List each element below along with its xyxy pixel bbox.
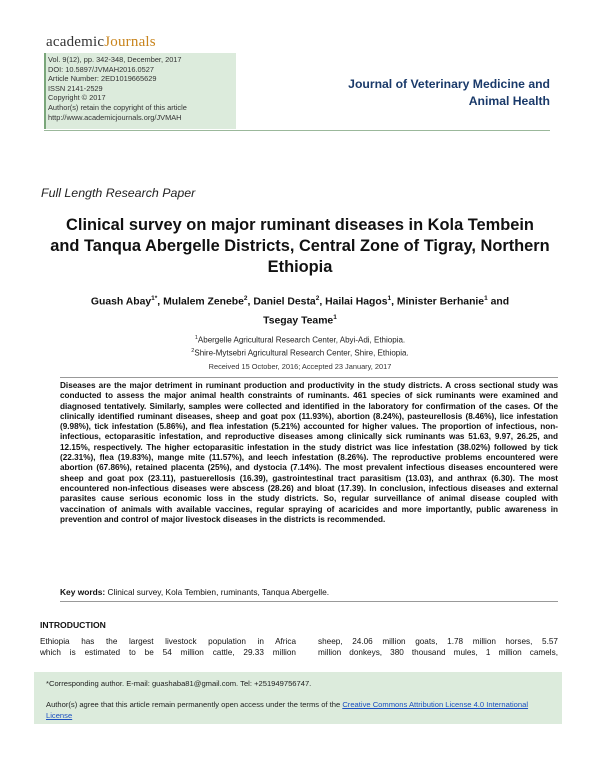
author-name: Daniel Desta (253, 296, 316, 308)
received-dates: Received 15 October, 2016; Accepted 23 January, 2017 (208, 362, 392, 371)
meta-copyright: Copyright © 2017 (48, 93, 106, 103)
author-name: Minister Berhanie (396, 296, 485, 308)
body-line: million donkeys, 380 thousand mules, 1 million camels, (318, 648, 558, 657)
affiliation-2: $^2$Shire-Mytsebri Agricultural Research Center, Shire, Ethiopia. (191, 348, 409, 358)
keywords (60, 587, 329, 597)
author-name: Tsegay Teame (263, 315, 334, 327)
introduction-heading: INTRODUCTION (40, 620, 106, 630)
meta-issn: ISSN 2141-2529 (48, 83, 103, 93)
corresponding-author: *Corresponding author. E-mail: guashaba81@gmail.com. Tel: +251949756747. (46, 679, 312, 688)
meta-doi: DOI: 10.5897/JVMAH2016.0527 (48, 64, 154, 74)
author-sup: 1 (484, 295, 488, 302)
affiliations (100, 333, 500, 360)
body-line: Ethiopia has the largest livestock population in Africa (40, 637, 296, 646)
abstract-top-rule (60, 377, 558, 378)
keywords-text: Clinical survey, Kola Tembien, ruminants, Tanqua Abergelle. (107, 587, 330, 597)
meta-rights: Author(s) retain the copyright of this article (48, 102, 187, 112)
author-sup: 1 (387, 295, 392, 302)
meta-volume: Vol. 9(12), pp. 342-348, December, 2017 (48, 55, 182, 64)
abstract: Diseases are the major detriment in ruminant production and productivity in the study districts. A cross sectional study was conducted to assess the major animal health constraints of ruminants. 461 species of sick ruminants were examined and diagnosed tentatively. Similarly, samples were collected and identified in the laboratory for confirmation of the cases. Of the clinically identified ruminant diseases, sheep and goat pox (11.93%), abortion (8.24%), pasteurellosis (8.46%), lice infestation (9.98%), tick infestation (5.86%), and flea infestation (5.21%) accounted for higher values. The proportion of infectious, non-infectious, ectoparasitic infestation, and reproductive diseases among clinically sick ruminants was 51.63, 9.97, 26.25, and 12.15%, respectively. The higher ectoparasitic infestation in the study district was lice infestation (38.02%) followed by tick (22.31%), flea (19.83%), mange mite (11.57%), and leech infestation (8.26%). The reproductive problems encountered were abortion (67.86%), retained placenta (25%), and dystocia (7.14%). The most prevalent infectious diseases encountered were sheep and goat pox (23.11), pastuerellosis (16.39), gastrointestinal tract parasitism (13.03), and anthrax (6.30). The most encountered non-infectious diseases were abscess (28.26) and bloat (17.39). In conclusion, infectious diseases and external parasites cause serious economic loss in the study districts. So, regular surveillance of animal disease coupled with vaccination of animals with available vaccines, regular spraying of acaricides and more importantly, public awareness in prevention and control of major livestock diseases in the districts is recommended. (60, 381, 558, 524)
author-name: Mulalem Zenebe (163, 296, 244, 308)
abstract-bottom-rule (60, 601, 558, 602)
publisher-logo (46, 34, 156, 51)
body-column-left (40, 636, 296, 658)
meta-article-number: Article Number: 2ED1019665629 (48, 74, 157, 84)
affiliation-1: $^1$Abergelle Agricultural Research Center, Abyi-Adi, Ethiopia. (194, 335, 406, 345)
author-name: Guash Abay (90, 296, 152, 308)
journal-title (330, 76, 550, 110)
author-sup: 2 (243, 295, 248, 302)
body-column-right (318, 636, 558, 658)
logo-journals: Journals (104, 34, 156, 50)
author-sup: 2 (315, 295, 320, 302)
journal-title-line2: Animal Health (468, 94, 550, 108)
journal-title-line1: Journal of Veterinary Medicine and (348, 77, 550, 91)
author-sup: 1 (333, 314, 337, 322)
license-notice: Author(s) agree that this article remain permanently open access under the terms of the Creative Commons Attribution License 4.0 International License (46, 700, 529, 720)
author-sup: 1* (151, 295, 158, 302)
logo-academic: academic (46, 34, 105, 50)
meta-url[interactable]: http://www.academicjournals.org/JVMAH (48, 112, 182, 122)
keywords-label: Key words: (60, 587, 106, 597)
body-line: sheep, 24.06 million goats, 1.78 million horses, 5.57 (318, 637, 558, 646)
header-divider (44, 130, 550, 131)
license-link[interactable]: Creative Commons Attribution License 4.0 International License (46, 700, 529, 720)
article-meta (48, 55, 187, 122)
author-list: Guash Abay$^{1*}$, Mulalem Zenebe$^2$, Daniel Desta$^2$, Hailai Hagos$^1$, Minister Berhanie$^1$ and Tsegay Teame$^1$ (90, 295, 510, 327)
body-line: which is estimated to be 54 million cattle, 29.33 million (40, 648, 296, 657)
article-type: Full Length Research Paper (41, 186, 196, 200)
article-title: Clinical survey on major ruminant diseases in Kola Tembein and Tanqua Abergelle Districts, Central Zone of Tigray, Northern Ethiopia (50, 216, 550, 276)
author-name: Hailai Hagos (325, 296, 388, 308)
